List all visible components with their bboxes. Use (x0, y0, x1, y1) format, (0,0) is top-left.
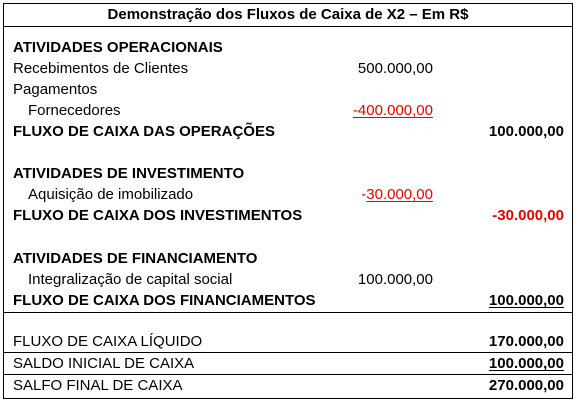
aquisicao-value: 30.000,00 (366, 186, 433, 203)
aquisicao-amount (361, 184, 433, 205)
total-operacoes-label: FLUXO DE CAIXA DAS OPERAÇÕES (13, 123, 275, 140)
fornecedores-label: Fornecedores (28, 102, 121, 119)
total-financiamentos-value: 100.000,00 (488, 292, 564, 309)
recebimentos-label: Recebimentos de Clientes (13, 60, 189, 77)
section-header-investimento: ATIVIDADES DE INVESTIMENTO (13, 165, 245, 182)
total-operacoes-value: 100.000,00 (488, 123, 564, 140)
saldo-final-value: 270.000,00 (488, 377, 564, 394)
statement-title: Demonstração dos Fluxos de Caixa de X2 – Em R$ (4, 4, 572, 27)
saldo-final-label: SALFO FINAL DE CAIXA (13, 377, 183, 394)
section-header-operacionais: ATIVIDADES OPERACIONAIS (13, 39, 223, 56)
row-fornecedores (4, 100, 572, 121)
pagamentos-label: Pagamentos (13, 81, 98, 98)
aquisicao-label: Aquisição de imobilizado (28, 186, 194, 203)
fluxo-liquido-value: 170.000,00 (488, 333, 564, 350)
aquisicao-sign: - (361, 186, 367, 203)
row-aquisicao (4, 184, 572, 205)
row-operacionais-header (4, 37, 572, 58)
integralizacao-label: Integralização de capital social (28, 271, 233, 288)
row-total-financiamentos (4, 290, 572, 311)
fluxo-liquido-label: FLUXO DE CAIXA LÍQUIDO (13, 333, 203, 350)
row-saldo-final (4, 375, 572, 396)
saldo-inicial-value: 100.000,00 (488, 355, 564, 372)
integralizacao-value: 100.000,00 (357, 271, 433, 288)
row-saldo-inicial (4, 353, 572, 374)
row-recebimentos (4, 58, 572, 79)
row-pagamentos (4, 79, 572, 100)
section-header-financiamento: ATIVIDADES DE FINANCIAMENTO (13, 250, 258, 267)
total-investimentos-label: FLUXO DE CAIXA DOS INVESTIMENTOS (13, 207, 303, 224)
total-investimentos-value: -30.000,00 (492, 207, 564, 224)
summary-separator-top (4, 312, 572, 313)
row-total-operacoes (4, 121, 572, 142)
cash-flow-statement (3, 3, 573, 399)
row-investimento-header (4, 163, 572, 184)
fornecedores-value: -400.000,00 (352, 102, 433, 119)
row-integralizacao (4, 269, 572, 290)
saldo-inicial-label: SALDO INICIAL DE CAIXA (13, 355, 195, 372)
total-financiamentos-label: FLUXO DE CAIXA DOS FINANCIAMENTOS (13, 292, 316, 309)
recebimentos-value: 500.000,00 (357, 60, 433, 77)
row-fluxo-liquido (4, 331, 572, 352)
row-total-investimentos (4, 205, 572, 226)
row-financiamento-header (4, 248, 572, 269)
